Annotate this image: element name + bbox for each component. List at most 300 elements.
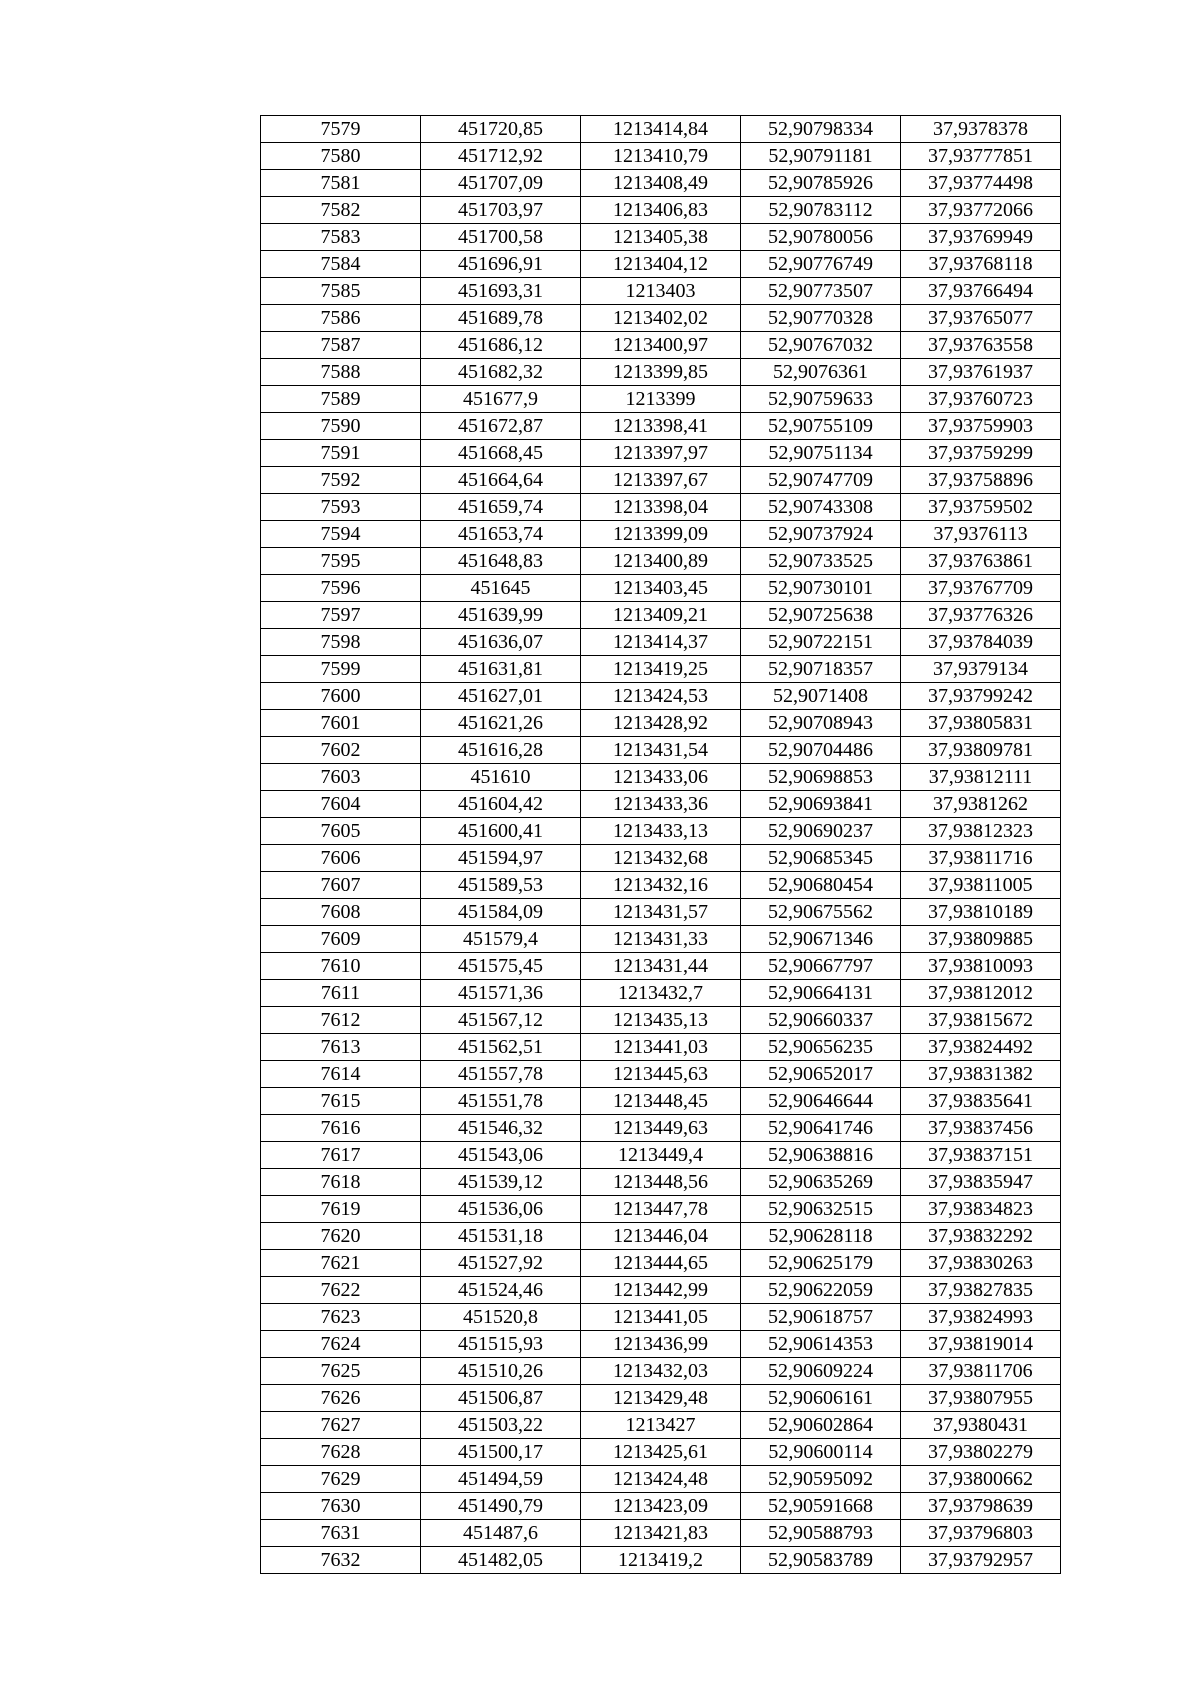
latitude-cell: 52,90680454 [741,872,901,899]
y-coordinate-cell: 1213399 [581,386,741,413]
latitude-cell: 52,90783112 [741,197,901,224]
longitude-cell: 37,93763861 [901,548,1061,575]
point-number-cell: 7616 [261,1115,421,1142]
longitude-cell: 37,93759299 [901,440,1061,467]
longitude-cell: 37,93830263 [901,1250,1061,1277]
point-number-cell: 7621 [261,1250,421,1277]
table-row [261,737,1061,764]
y-coordinate-cell: 1213427 [581,1412,741,1439]
table-row [261,224,1061,251]
longitude-cell: 37,93835641 [901,1088,1061,1115]
y-coordinate-cell: 1213432,7 [581,980,741,1007]
y-coordinate-cell: 1213419,25 [581,656,741,683]
table-row [261,116,1061,143]
table-row [261,845,1061,872]
latitude-cell: 52,90641746 [741,1115,901,1142]
x-coordinate-cell: 451575,45 [421,953,581,980]
table-row [261,1196,1061,1223]
y-coordinate-cell: 1213431,44 [581,953,741,980]
latitude-cell: 52,90730101 [741,575,901,602]
point-number-cell: 7579 [261,116,421,143]
y-coordinate-cell: 1213400,97 [581,332,741,359]
point-number-cell: 7580 [261,143,421,170]
point-number-cell: 7625 [261,1358,421,1385]
table-row [261,413,1061,440]
x-coordinate-cell: 451571,36 [421,980,581,1007]
x-coordinate-cell: 451720,85 [421,116,581,143]
x-coordinate-cell: 451546,32 [421,1115,581,1142]
x-coordinate-cell: 451584,09 [421,899,581,926]
longitude-cell: 37,93837151 [901,1142,1061,1169]
y-coordinate-cell: 1213429,48 [581,1385,741,1412]
table-row [261,197,1061,224]
y-coordinate-cell: 1213431,57 [581,899,741,926]
x-coordinate-cell: 451653,74 [421,521,581,548]
latitude-cell: 52,90798334 [741,116,901,143]
y-coordinate-cell: 1213433,13 [581,818,741,845]
table-row [261,494,1061,521]
x-coordinate-cell: 451515,93 [421,1331,581,1358]
x-coordinate-cell: 451616,28 [421,737,581,764]
longitude-cell: 37,93812323 [901,818,1061,845]
x-coordinate-cell: 451524,46 [421,1277,581,1304]
latitude-cell: 52,90733525 [741,548,901,575]
y-coordinate-cell: 1213399,09 [581,521,741,548]
table-row [261,251,1061,278]
point-number-cell: 7624 [261,1331,421,1358]
y-coordinate-cell: 1213449,63 [581,1115,741,1142]
table-row [261,1142,1061,1169]
latitude-cell: 52,90776749 [741,251,901,278]
y-coordinate-cell: 1213419,2 [581,1547,741,1574]
point-number-cell: 7617 [261,1142,421,1169]
table-row [261,683,1061,710]
longitude-cell: 37,93815672 [901,1007,1061,1034]
x-coordinate-cell: 451494,59 [421,1466,581,1493]
x-coordinate-cell: 451600,41 [421,818,581,845]
x-coordinate-cell: 451631,81 [421,656,581,683]
x-coordinate-cell: 451659,74 [421,494,581,521]
table-row [261,1493,1061,1520]
longitude-cell: 37,93835947 [901,1169,1061,1196]
longitude-cell: 37,93811716 [901,845,1061,872]
y-coordinate-cell: 1213404,12 [581,251,741,278]
point-number-cell: 7622 [261,1277,421,1304]
point-number-cell: 7596 [261,575,421,602]
longitude-cell: 37,93811005 [901,872,1061,899]
longitude-cell: 37,93811706 [901,1358,1061,1385]
y-coordinate-cell: 1213432,03 [581,1358,741,1385]
x-coordinate-cell: 451689,78 [421,305,581,332]
longitude-cell: 37,93759903 [901,413,1061,440]
x-coordinate-cell: 451506,87 [421,1385,581,1412]
table-row [261,1088,1061,1115]
point-number-cell: 7620 [261,1223,421,1250]
table-row [261,1034,1061,1061]
longitude-cell: 37,93824993 [901,1304,1061,1331]
longitude-cell: 37,93810189 [901,899,1061,926]
point-number-cell: 7612 [261,1007,421,1034]
latitude-cell: 52,90609224 [741,1358,901,1385]
latitude-cell: 52,9071408 [741,683,901,710]
point-number-cell: 7611 [261,980,421,1007]
table-row [261,980,1061,1007]
point-number-cell: 7626 [261,1385,421,1412]
table-row [261,1223,1061,1250]
x-coordinate-cell: 451557,78 [421,1061,581,1088]
y-coordinate-cell: 1213397,67 [581,467,741,494]
longitude-cell: 37,93761937 [901,359,1061,386]
y-coordinate-cell: 1213432,68 [581,845,741,872]
y-coordinate-cell: 1213448,45 [581,1088,741,1115]
y-coordinate-cell: 1213405,38 [581,224,741,251]
latitude-cell: 52,90646644 [741,1088,901,1115]
latitude-cell: 52,9076361 [741,359,901,386]
longitude-cell: 37,93767709 [901,575,1061,602]
table-row [261,575,1061,602]
latitude-cell: 52,90767032 [741,332,901,359]
x-coordinate-cell: 451567,12 [421,1007,581,1034]
x-coordinate-cell: 451527,92 [421,1250,581,1277]
table-row [261,386,1061,413]
x-coordinate-cell: 451500,17 [421,1439,581,1466]
x-coordinate-cell: 451693,31 [421,278,581,305]
y-coordinate-cell: 1213423,09 [581,1493,741,1520]
latitude-cell: 52,90656235 [741,1034,901,1061]
x-coordinate-cell: 451510,26 [421,1358,581,1385]
latitude-cell: 52,90625179 [741,1250,901,1277]
table-row [261,764,1061,791]
longitude-cell: 37,93834823 [901,1196,1061,1223]
longitude-cell: 37,93768118 [901,251,1061,278]
point-number-cell: 7585 [261,278,421,305]
coordinates-table [260,115,1061,1574]
point-number-cell: 7610 [261,953,421,980]
x-coordinate-cell: 451686,12 [421,332,581,359]
y-coordinate-cell: 1213449,4 [581,1142,741,1169]
longitude-cell: 37,93798639 [901,1493,1061,1520]
longitude-cell: 37,93800662 [901,1466,1061,1493]
latitude-cell: 52,90588793 [741,1520,901,1547]
longitude-cell: 37,93810093 [901,953,1061,980]
y-coordinate-cell: 1213441,03 [581,1034,741,1061]
table-row [261,1061,1061,1088]
x-coordinate-cell: 451589,53 [421,872,581,899]
x-coordinate-cell: 451487,6 [421,1520,581,1547]
point-number-cell: 7605 [261,818,421,845]
latitude-cell: 52,90622059 [741,1277,901,1304]
table-row [261,548,1061,575]
x-coordinate-cell: 451682,32 [421,359,581,386]
y-coordinate-cell: 1213414,37 [581,629,741,656]
longitude-cell: 37,93802279 [901,1439,1061,1466]
point-number-cell: 7607 [261,872,421,899]
latitude-cell: 52,90770328 [741,305,901,332]
table-row [261,521,1061,548]
y-coordinate-cell: 1213409,21 [581,602,741,629]
point-number-cell: 7614 [261,1061,421,1088]
table-row [261,1304,1061,1331]
x-coordinate-cell: 451539,12 [421,1169,581,1196]
longitude-cell: 37,93805831 [901,710,1061,737]
longitude-cell: 37,9378378 [901,116,1061,143]
latitude-cell: 52,90698853 [741,764,901,791]
x-coordinate-cell: 451490,79 [421,1493,581,1520]
latitude-cell: 52,90743308 [741,494,901,521]
longitude-cell: 37,93809781 [901,737,1061,764]
table-row [261,953,1061,980]
point-number-cell: 7619 [261,1196,421,1223]
x-coordinate-cell: 451696,91 [421,251,581,278]
table-row [261,791,1061,818]
x-coordinate-cell: 451594,97 [421,845,581,872]
table-row [261,1169,1061,1196]
x-coordinate-cell: 451579,4 [421,926,581,953]
point-number-cell: 7608 [261,899,421,926]
table-row [261,278,1061,305]
latitude-cell: 52,90591668 [741,1493,901,1520]
longitude-cell: 37,93824492 [901,1034,1061,1061]
latitude-cell: 52,90583789 [741,1547,901,1574]
longitude-cell: 37,93765077 [901,305,1061,332]
point-number-cell: 7615 [261,1088,421,1115]
longitude-cell: 37,93784039 [901,629,1061,656]
y-coordinate-cell: 1213441,05 [581,1304,741,1331]
x-coordinate-cell: 451621,26 [421,710,581,737]
x-coordinate-cell: 451551,78 [421,1088,581,1115]
y-coordinate-cell: 1213399,85 [581,359,741,386]
latitude-cell: 52,90725638 [741,602,901,629]
point-number-cell: 7632 [261,1547,421,1574]
point-number-cell: 7591 [261,440,421,467]
longitude-cell: 37,93759502 [901,494,1061,521]
y-coordinate-cell: 1213421,83 [581,1520,741,1547]
table-row [261,1385,1061,1412]
latitude-cell: 52,90690237 [741,818,901,845]
x-coordinate-cell: 451703,97 [421,197,581,224]
point-number-cell: 7598 [261,629,421,656]
table-row [261,899,1061,926]
latitude-cell: 52,90780056 [741,224,901,251]
longitude-cell: 37,93809885 [901,926,1061,953]
longitude-cell: 37,93796803 [901,1520,1061,1547]
longitude-cell: 37,93776326 [901,602,1061,629]
table-row [261,656,1061,683]
table-row [261,1439,1061,1466]
point-number-cell: 7602 [261,737,421,764]
latitude-cell: 52,90632515 [741,1196,901,1223]
y-coordinate-cell: 1213444,65 [581,1250,741,1277]
point-number-cell: 7597 [261,602,421,629]
x-coordinate-cell: 451639,99 [421,602,581,629]
longitude-cell: 37,93758896 [901,467,1061,494]
table-row [261,1250,1061,1277]
latitude-cell: 52,90759633 [741,386,901,413]
table-row [261,818,1061,845]
longitude-cell: 37,93819014 [901,1331,1061,1358]
table-row [261,359,1061,386]
table-row [261,1520,1061,1547]
table-row [261,1412,1061,1439]
longitude-cell: 37,93777851 [901,143,1061,170]
y-coordinate-cell: 1213403,45 [581,575,741,602]
x-coordinate-cell: 451610 [421,764,581,791]
point-number-cell: 7629 [261,1466,421,1493]
table-row [261,629,1061,656]
point-number-cell: 7593 [261,494,421,521]
y-coordinate-cell: 1213414,84 [581,116,741,143]
y-coordinate-cell: 1213424,53 [581,683,741,710]
point-number-cell: 7600 [261,683,421,710]
y-coordinate-cell: 1213397,97 [581,440,741,467]
y-coordinate-cell: 1213433,06 [581,764,741,791]
latitude-cell: 52,90704486 [741,737,901,764]
point-number-cell: 7623 [261,1304,421,1331]
point-number-cell: 7606 [261,845,421,872]
point-number-cell: 7594 [261,521,421,548]
latitude-cell: 52,90600114 [741,1439,901,1466]
table-row [261,1115,1061,1142]
longitude-cell: 37,93799242 [901,683,1061,710]
y-coordinate-cell: 1213402,02 [581,305,741,332]
latitude-cell: 52,90722151 [741,629,901,656]
x-coordinate-cell: 451664,64 [421,467,581,494]
y-coordinate-cell: 1213435,13 [581,1007,741,1034]
latitude-cell: 52,90751134 [741,440,901,467]
longitude-cell: 37,93772066 [901,197,1061,224]
y-coordinate-cell: 1213442,99 [581,1277,741,1304]
x-coordinate-cell: 451645 [421,575,581,602]
y-coordinate-cell: 1213433,36 [581,791,741,818]
longitude-cell: 37,93760723 [901,386,1061,413]
point-number-cell: 7584 [261,251,421,278]
y-coordinate-cell: 1213398,41 [581,413,741,440]
table-row [261,872,1061,899]
latitude-cell: 52,90635269 [741,1169,901,1196]
longitude-cell: 37,93807955 [901,1385,1061,1412]
latitude-cell: 52,90708943 [741,710,901,737]
latitude-cell: 52,90602864 [741,1412,901,1439]
table-row [261,305,1061,332]
point-number-cell: 7581 [261,170,421,197]
point-number-cell: 7590 [261,413,421,440]
y-coordinate-cell: 1213406,83 [581,197,741,224]
x-coordinate-cell: 451700,58 [421,224,581,251]
y-coordinate-cell: 1213425,61 [581,1439,741,1466]
point-number-cell: 7627 [261,1412,421,1439]
y-coordinate-cell: 1213408,49 [581,170,741,197]
longitude-cell: 37,93832292 [901,1223,1061,1250]
x-coordinate-cell: 451627,01 [421,683,581,710]
latitude-cell: 52,90638816 [741,1142,901,1169]
longitude-cell: 37,93837456 [901,1115,1061,1142]
y-coordinate-cell: 1213431,54 [581,737,741,764]
longitude-cell: 37,93763558 [901,332,1061,359]
point-number-cell: 7595 [261,548,421,575]
point-number-cell: 7589 [261,386,421,413]
longitude-cell: 37,93812012 [901,980,1061,1007]
point-number-cell: 7604 [261,791,421,818]
longitude-cell: 37,93769949 [901,224,1061,251]
point-number-cell: 7599 [261,656,421,683]
y-coordinate-cell: 1213436,99 [581,1331,741,1358]
latitude-cell: 52,90675562 [741,899,901,926]
point-number-cell: 7628 [261,1439,421,1466]
latitude-cell: 52,90773507 [741,278,901,305]
latitude-cell: 52,90685345 [741,845,901,872]
point-number-cell: 7587 [261,332,421,359]
y-coordinate-cell: 1213446,04 [581,1223,741,1250]
latitude-cell: 52,90747709 [741,467,901,494]
x-coordinate-cell: 451531,18 [421,1223,581,1250]
table-row [261,143,1061,170]
point-number-cell: 7609 [261,926,421,953]
table-row [261,1007,1061,1034]
x-coordinate-cell: 451482,05 [421,1547,581,1574]
latitude-cell: 52,90660337 [741,1007,901,1034]
latitude-cell: 52,90614353 [741,1331,901,1358]
x-coordinate-cell: 451712,92 [421,143,581,170]
point-number-cell: 7592 [261,467,421,494]
y-coordinate-cell: 1213398,04 [581,494,741,521]
x-coordinate-cell: 451503,22 [421,1412,581,1439]
latitude-cell: 52,90664131 [741,980,901,1007]
point-number-cell: 7613 [261,1034,421,1061]
x-coordinate-cell: 451604,42 [421,791,581,818]
x-coordinate-cell: 451543,06 [421,1142,581,1169]
latitude-cell: 52,90606161 [741,1385,901,1412]
table-row [261,926,1061,953]
table-row [261,467,1061,494]
longitude-cell: 37,93827835 [901,1277,1061,1304]
longitude-cell: 37,9379134 [901,656,1061,683]
longitude-cell: 37,93766494 [901,278,1061,305]
longitude-cell: 37,9376113 [901,521,1061,548]
latitude-cell: 52,90785926 [741,170,901,197]
table-row [261,1358,1061,1385]
longitude-cell: 37,93831382 [901,1061,1061,1088]
table-row [261,1277,1061,1304]
latitude-cell: 52,90667797 [741,953,901,980]
y-coordinate-cell: 1213428,92 [581,710,741,737]
point-number-cell: 7601 [261,710,421,737]
latitude-cell: 52,90693841 [741,791,901,818]
longitude-cell: 37,93812111 [901,764,1061,791]
y-coordinate-cell: 1213403 [581,278,741,305]
longitude-cell: 37,9380431 [901,1412,1061,1439]
y-coordinate-cell: 1213424,48 [581,1466,741,1493]
table-row [261,1331,1061,1358]
table-row [261,170,1061,197]
longitude-cell: 37,93792957 [901,1547,1061,1574]
table-row [261,332,1061,359]
y-coordinate-cell: 1213410,79 [581,143,741,170]
latitude-cell: 52,90718357 [741,656,901,683]
x-coordinate-cell: 451668,45 [421,440,581,467]
x-coordinate-cell: 451562,51 [421,1034,581,1061]
latitude-cell: 52,90595092 [741,1466,901,1493]
latitude-cell: 52,90737924 [741,521,901,548]
coordinates-table-body [261,116,1061,1574]
latitude-cell: 52,90618757 [741,1304,901,1331]
y-coordinate-cell: 1213448,56 [581,1169,741,1196]
y-coordinate-cell: 1213400,89 [581,548,741,575]
x-coordinate-cell: 451536,06 [421,1196,581,1223]
x-coordinate-cell: 451636,07 [421,629,581,656]
x-coordinate-cell: 451672,87 [421,413,581,440]
table-row [261,1466,1061,1493]
x-coordinate-cell: 451520,8 [421,1304,581,1331]
